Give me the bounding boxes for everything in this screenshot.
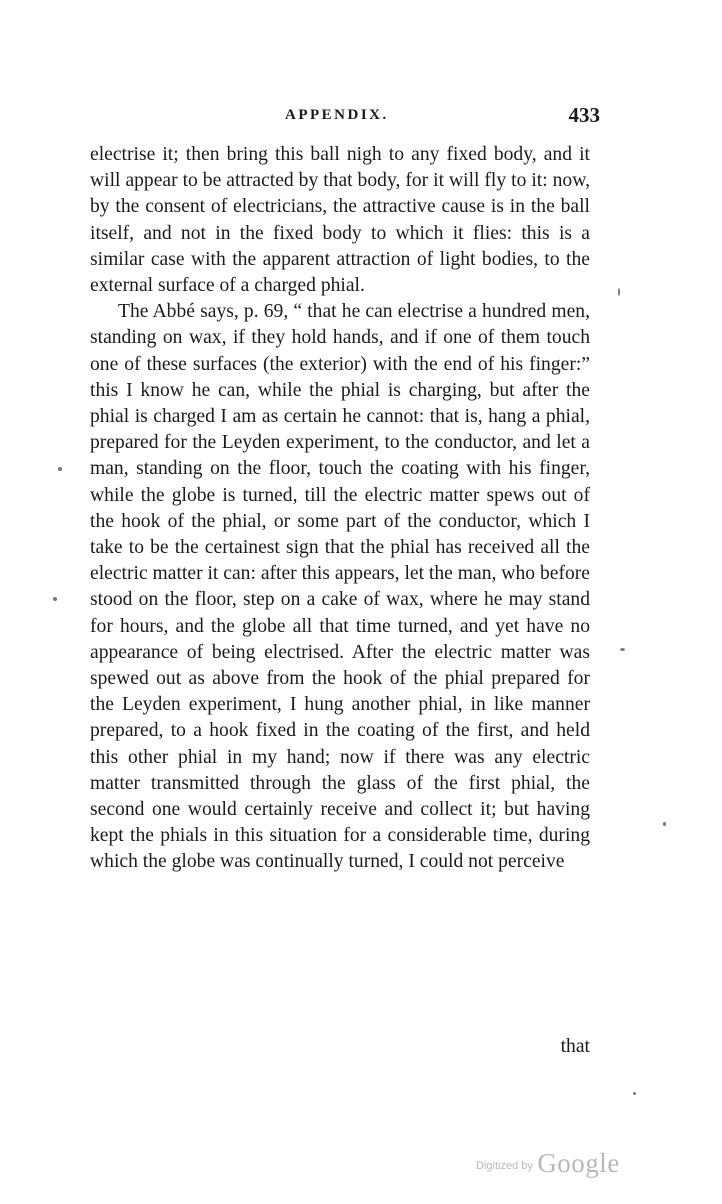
google-watermark — [476, 1148, 620, 1179]
google-logo: Google — [537, 1148, 620, 1178]
running-head: APPENDIX. — [285, 107, 389, 123]
page-header — [90, 103, 600, 135]
margin-speck — [633, 1092, 636, 1095]
margin-speck — [663, 822, 666, 826]
margin-speck — [58, 467, 62, 471]
margin-speck — [620, 648, 625, 651]
catchword: that — [560, 1036, 590, 1057]
watermark-prefix: Digitized by — [476, 1160, 533, 1172]
page-number: 433 — [568, 103, 600, 127]
margin-speck — [53, 597, 57, 601]
paragraph-abbe: The Abbé says, p. 69, “ that he can electrise a hundred men, standing on wax, if they hold hands, and if one of them touch one of these surfaces (the exterior) with the end of his finger:” this I know he can, while the phial is charging, but after the phial is charged I am as certain he cannot: that is, hang a phial, prepared for the Leyden experiment, to the conductor, and let a man, standing on the floor, touch the coating with his finger, while the globe is turned, till the electric matter spews out of the hook of the phial, or some part of the conductor, which I take to be the certainest sign that the phial has received all the electric matter it can: after this appears, let the man, who before stood on the floor, step on a cake of wax, where he may stand for hours, and the globe all that time turned, and yet have no appearance of being electrised. After the electric matter was spewed out as above from the hook of the phial prepared for the Leyden experiment, I hung another phial, in like manner prepared, to a hook fixed in the coating of the first, and held this other phial in my hand; now if there was any electric matter transmitted through the glass of the first phial, the second one would certainly receive and collect it; but having kept the phials in this situation for a considerable time, during which the globe was continually turned, I could not perceive — [90, 301, 590, 873]
paragraph-continuation: electrise it; then bring this ball nigh to any fixed body, and it will appear to be attracted by that body, for it will fly to it: now, by the consent of electricians, the attractive cause is in the ball itself, and not in the fixed body to which it flies: this is a similar case with the apparent attraction of light bodies, to the external surface of a charged phial. — [90, 144, 590, 297]
body-text — [90, 142, 590, 876]
margin-speck — [618, 288, 620, 296]
